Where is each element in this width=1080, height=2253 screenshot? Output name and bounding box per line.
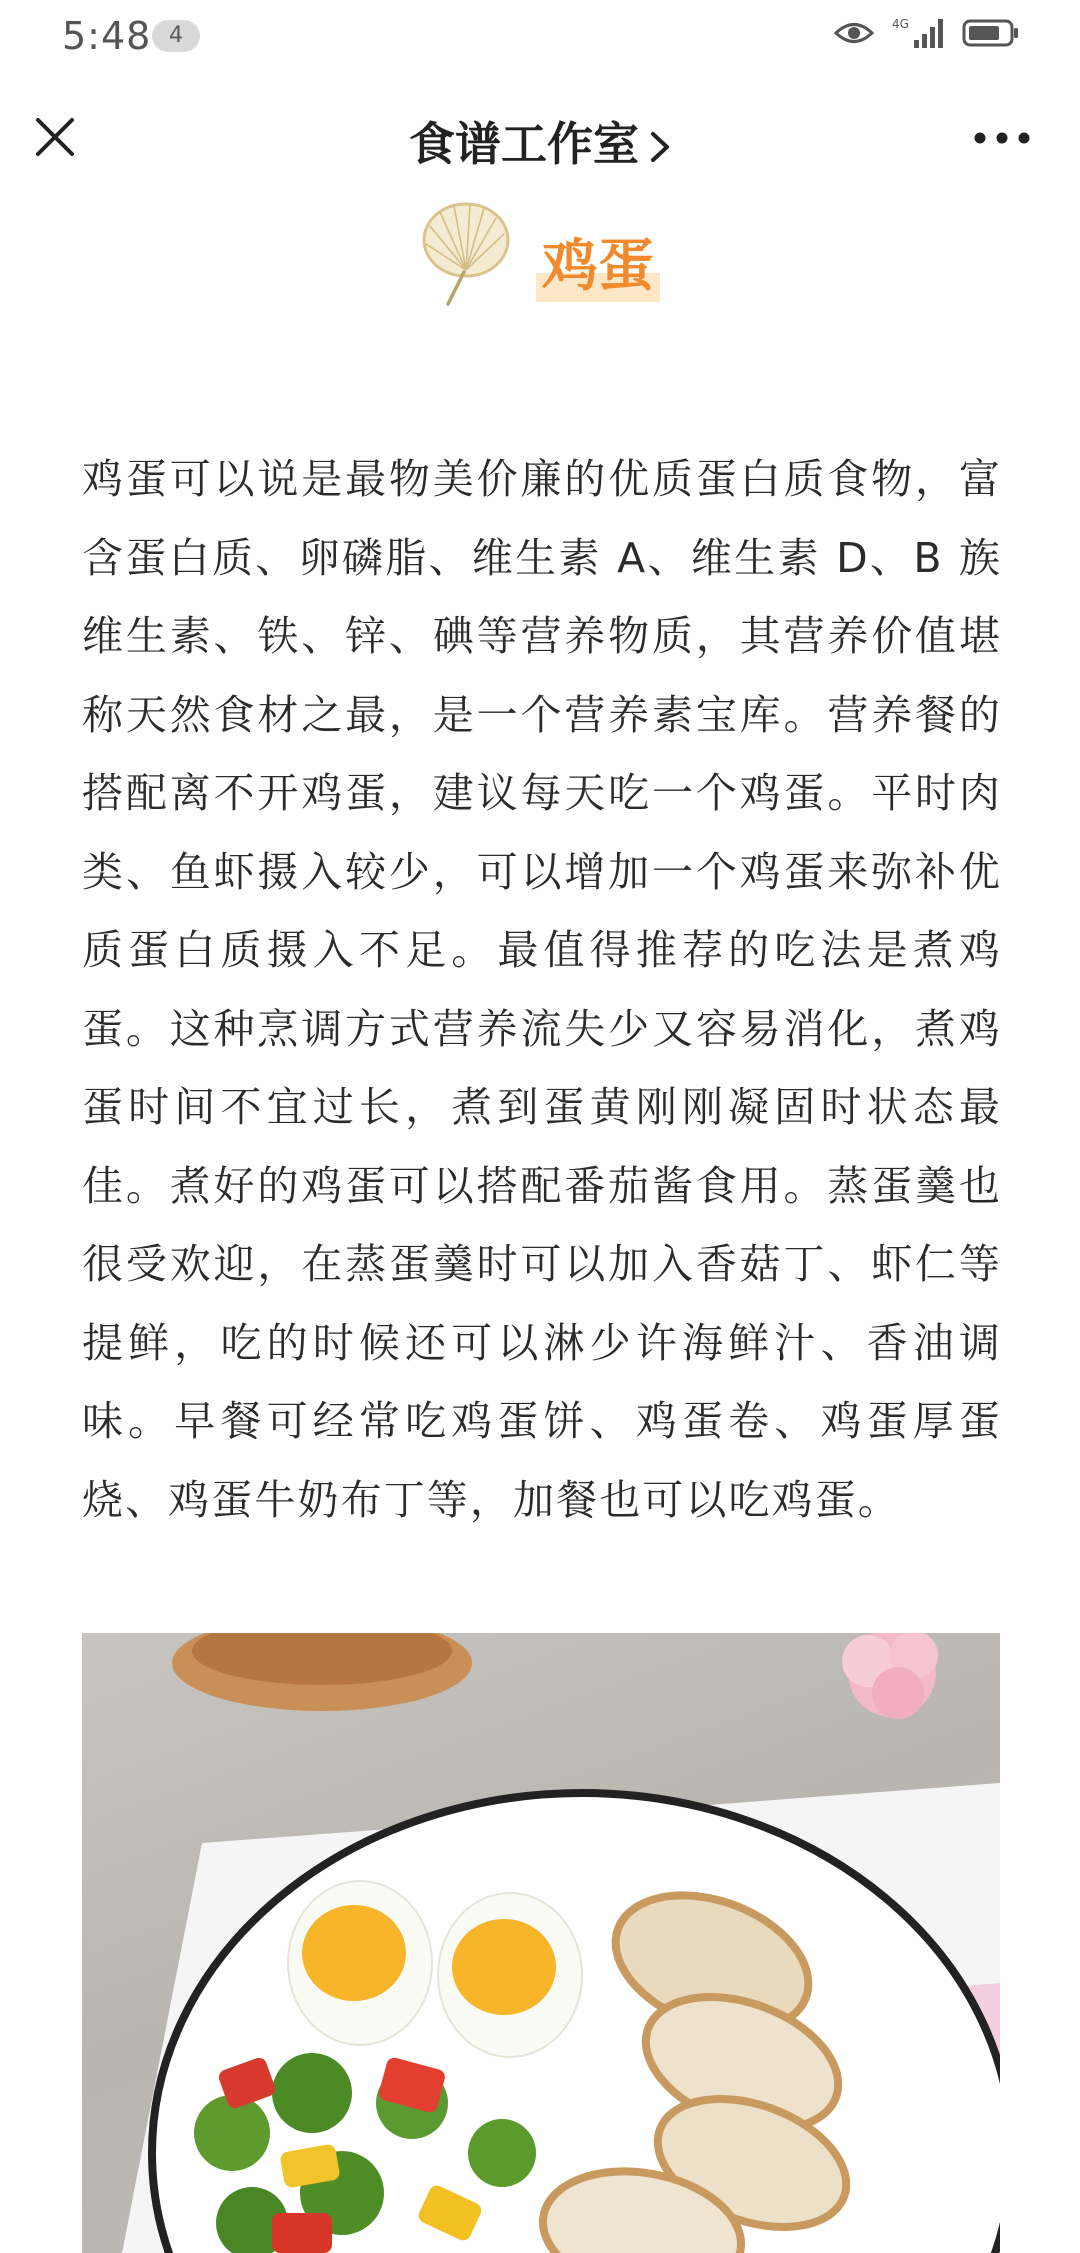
account-title-link[interactable] [0, 108, 1080, 175]
nav-bar [0, 72, 1080, 204]
notification-count-badge: 4 [152, 20, 200, 52]
signal-icon [892, 16, 944, 50]
section-heading [0, 200, 1080, 310]
food-photo [82, 1633, 1000, 2253]
more-button[interactable] [972, 128, 1032, 148]
network-type-label: 4G [892, 17, 909, 31]
chevron-right-icon [649, 130, 671, 164]
account-title: 食谱工作室 [409, 117, 639, 171]
palm-fan-icon [418, 200, 510, 306]
status-icons [834, 16, 1020, 50]
breakfast-plate-image [82, 1633, 1000, 2253]
article-body: 鸡蛋可以说是最物美价廉的优质蛋白质食物，富含蛋白质、卵磷脂、维生素 A、维生素 D、B 族维生素、铁、锌、碘等营养物质，其营养价值堪称天然食材之最，是一个营养素宝库。营养餐的搭配离不开鸡蛋，建议每天吃一个鸡蛋。平时肉类、鱼虾摄入较少，可以增加一个鸡蛋来弥补优质蛋白质摄入不足。最值得推荐的吃法是煮鸡蛋。这种烹调方式营养流失少又容易消化，煮鸡蛋时间不宜过长，煮到蛋黄刚刚凝固时状态最佳。煮好的鸡蛋可以搭配番茄酱食用。蒸蛋羹也很受欢迎，在蒸蛋羹时可以加入香菇丁、虾仁等提鲜，吃的时候还可以淋少许海鲜汁、香油调味。早餐可经常吃鸡蛋饼、鸡蛋卷、鸡蛋厚蛋烧、鸡蛋牛奶布丁等，加餐也可以吃鸡蛋。 [82, 455, 1002, 1524]
battery-icon [962, 18, 1020, 48]
more-dots-icon [972, 128, 1032, 148]
section-title: 鸡蛋 [536, 222, 660, 302]
status-time: 5:48 [62, 14, 152, 58]
status-bar [0, 0, 1080, 72]
eye-icon [834, 20, 874, 46]
